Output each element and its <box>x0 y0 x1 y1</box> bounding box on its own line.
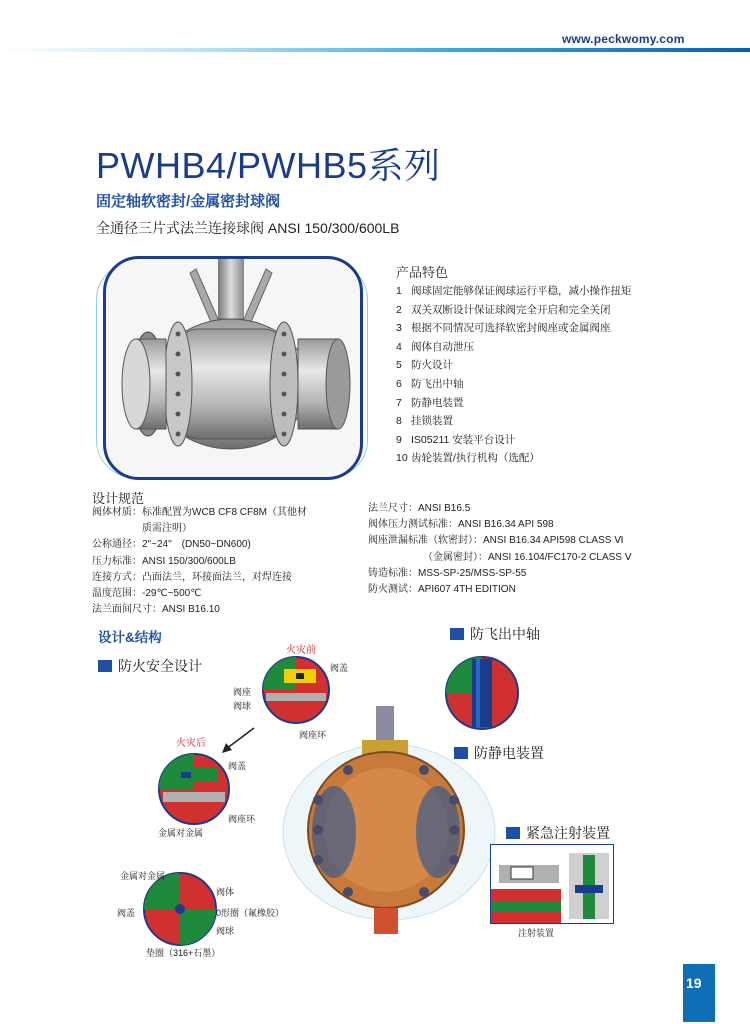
square-bullet-icon <box>450 628 464 640</box>
anti-blowout-diagram <box>444 655 520 731</box>
after-fire-label: 火灾后 <box>176 738 206 749</box>
label-bonnet: 阀盖 <box>330 663 349 673</box>
label-seat-ring: 阀座环 <box>299 730 327 740</box>
label-bonnet-after: 阀盖 <box>228 761 247 771</box>
label-metal-to-metal: 金属对金属 <box>158 828 204 838</box>
label-o-ring: 0形圈（氟橡胶） <box>216 908 285 918</box>
page-number: 19 <box>686 975 702 991</box>
square-bullet-icon <box>506 827 520 839</box>
feature-item: 8 挂锁装置 <box>396 415 453 428</box>
square-bullet-icon <box>98 660 112 672</box>
valve-cutaway-illustration <box>278 700 500 936</box>
label-injection-device: 注射装置 <box>518 928 555 938</box>
ball-valve-illustration <box>106 259 360 477</box>
header-rule <box>0 48 750 52</box>
page-title: PWHB4/PWHB5系列 <box>96 145 441 186</box>
feature-item: 6 防飞出中轴 <box>396 377 464 390</box>
antistatic-heading: 防静电装置 <box>454 743 544 763</box>
fire-safe-heading: 防火安全设计 <box>98 656 202 676</box>
emergency-injection-heading: 紧急注射装置 <box>506 823 610 843</box>
label-ball: 阀球 <box>233 701 252 711</box>
label-metal-to-metal-2: 金属对金属 <box>120 871 166 881</box>
spec-line: 公称通径：2"~24" (DN50~DN600) <box>92 539 251 551</box>
product-description: 全通径三片式法兰连接球阀 ANSI 150/300/600LB <box>96 220 400 236</box>
fire-after-diagram <box>157 750 231 828</box>
spec-line: 压力标准：ANSI 150/300/600LB <box>92 555 236 567</box>
feature-item: 10 齿轮装置/执行机构（选配） <box>396 452 540 465</box>
before-fire-label: 火灾前 <box>286 645 316 656</box>
spec-line: 防火测试：API607 4TH EDITION <box>368 584 516 596</box>
anti-blowout-heading: 防飞出中轴 <box>450 624 540 644</box>
label-ball-2: 阀球 <box>216 926 235 936</box>
spec-line: 铸造标准：MSS-SP-25/MSS-SP-55 <box>368 567 527 579</box>
spec-line: 质需注明） <box>92 523 192 535</box>
spec-line: 阀体压力测试标准：ANSI B16.34 API 598 <box>368 519 554 531</box>
specs-title: 设计规范 <box>92 491 145 506</box>
label-seat-ring-after: 阀座环 <box>228 814 256 824</box>
feature-item: 3 根据不同情况可选择软密封阀座或金属阀座 <box>396 322 611 335</box>
features-title: 产品特色 <box>396 265 449 280</box>
spec-line: 阀体材质：标准配置为WCB CF8 CF8M（其他材 <box>92 507 307 518</box>
label-seat: 阀座 <box>233 687 252 697</box>
website-url: www.peckwomy.com <box>562 32 685 46</box>
label-bonnet-2: 阀盖 <box>117 908 136 918</box>
feature-item: 5 防火设计 <box>396 359 453 372</box>
specs-right-column <box>368 501 668 598</box>
spec-line: 温度范围：-29℃~500℃ <box>92 588 202 600</box>
spec-line: 连接方式：凸面法兰，环接面法兰，对焊连接 <box>92 571 292 583</box>
spec-line: 法兰尺寸：ANSI B16.5 <box>368 503 471 514</box>
spec-line: （金属密封）：ANSI 16.104/FC170-2 CLASS Ⅴ <box>368 551 632 563</box>
features-list <box>396 282 632 468</box>
page-number-box <box>683 964 715 1022</box>
product-subtitle: 固定轴软密封/金属密封球阀 <box>96 193 281 210</box>
label-gasket: 垫圈（316+石墨） <box>146 948 221 958</box>
label-body: 阀体 <box>216 887 235 897</box>
product-photo <box>103 256 363 480</box>
spec-line: 法兰面间尺寸：ANSI B16.10 <box>92 604 220 616</box>
feature-item: 1 阀球固定能够保证阀球运行平稳，减小操作扭矩 <box>396 285 632 297</box>
feature-item: 7 防静电装置 <box>396 396 464 409</box>
design-section-title: 设计&结构 <box>98 630 162 645</box>
square-bullet-icon <box>454 747 468 759</box>
feature-item: 9 IS05211 安装平台设计 <box>396 433 516 446</box>
spec-line: 阀座泄漏标准（软密封）：ANSI B16.34 API598 CLASS Ⅵ <box>368 535 624 547</box>
injection-device-illustration <box>491 845 613 923</box>
feature-item: 4 阀体自动泄压 <box>396 340 474 353</box>
injection-diagram <box>490 844 614 924</box>
specs-left-column <box>92 505 352 618</box>
feature-item: 2 双关双断设计保证球阀完全开启和完全关闭 <box>396 303 611 316</box>
